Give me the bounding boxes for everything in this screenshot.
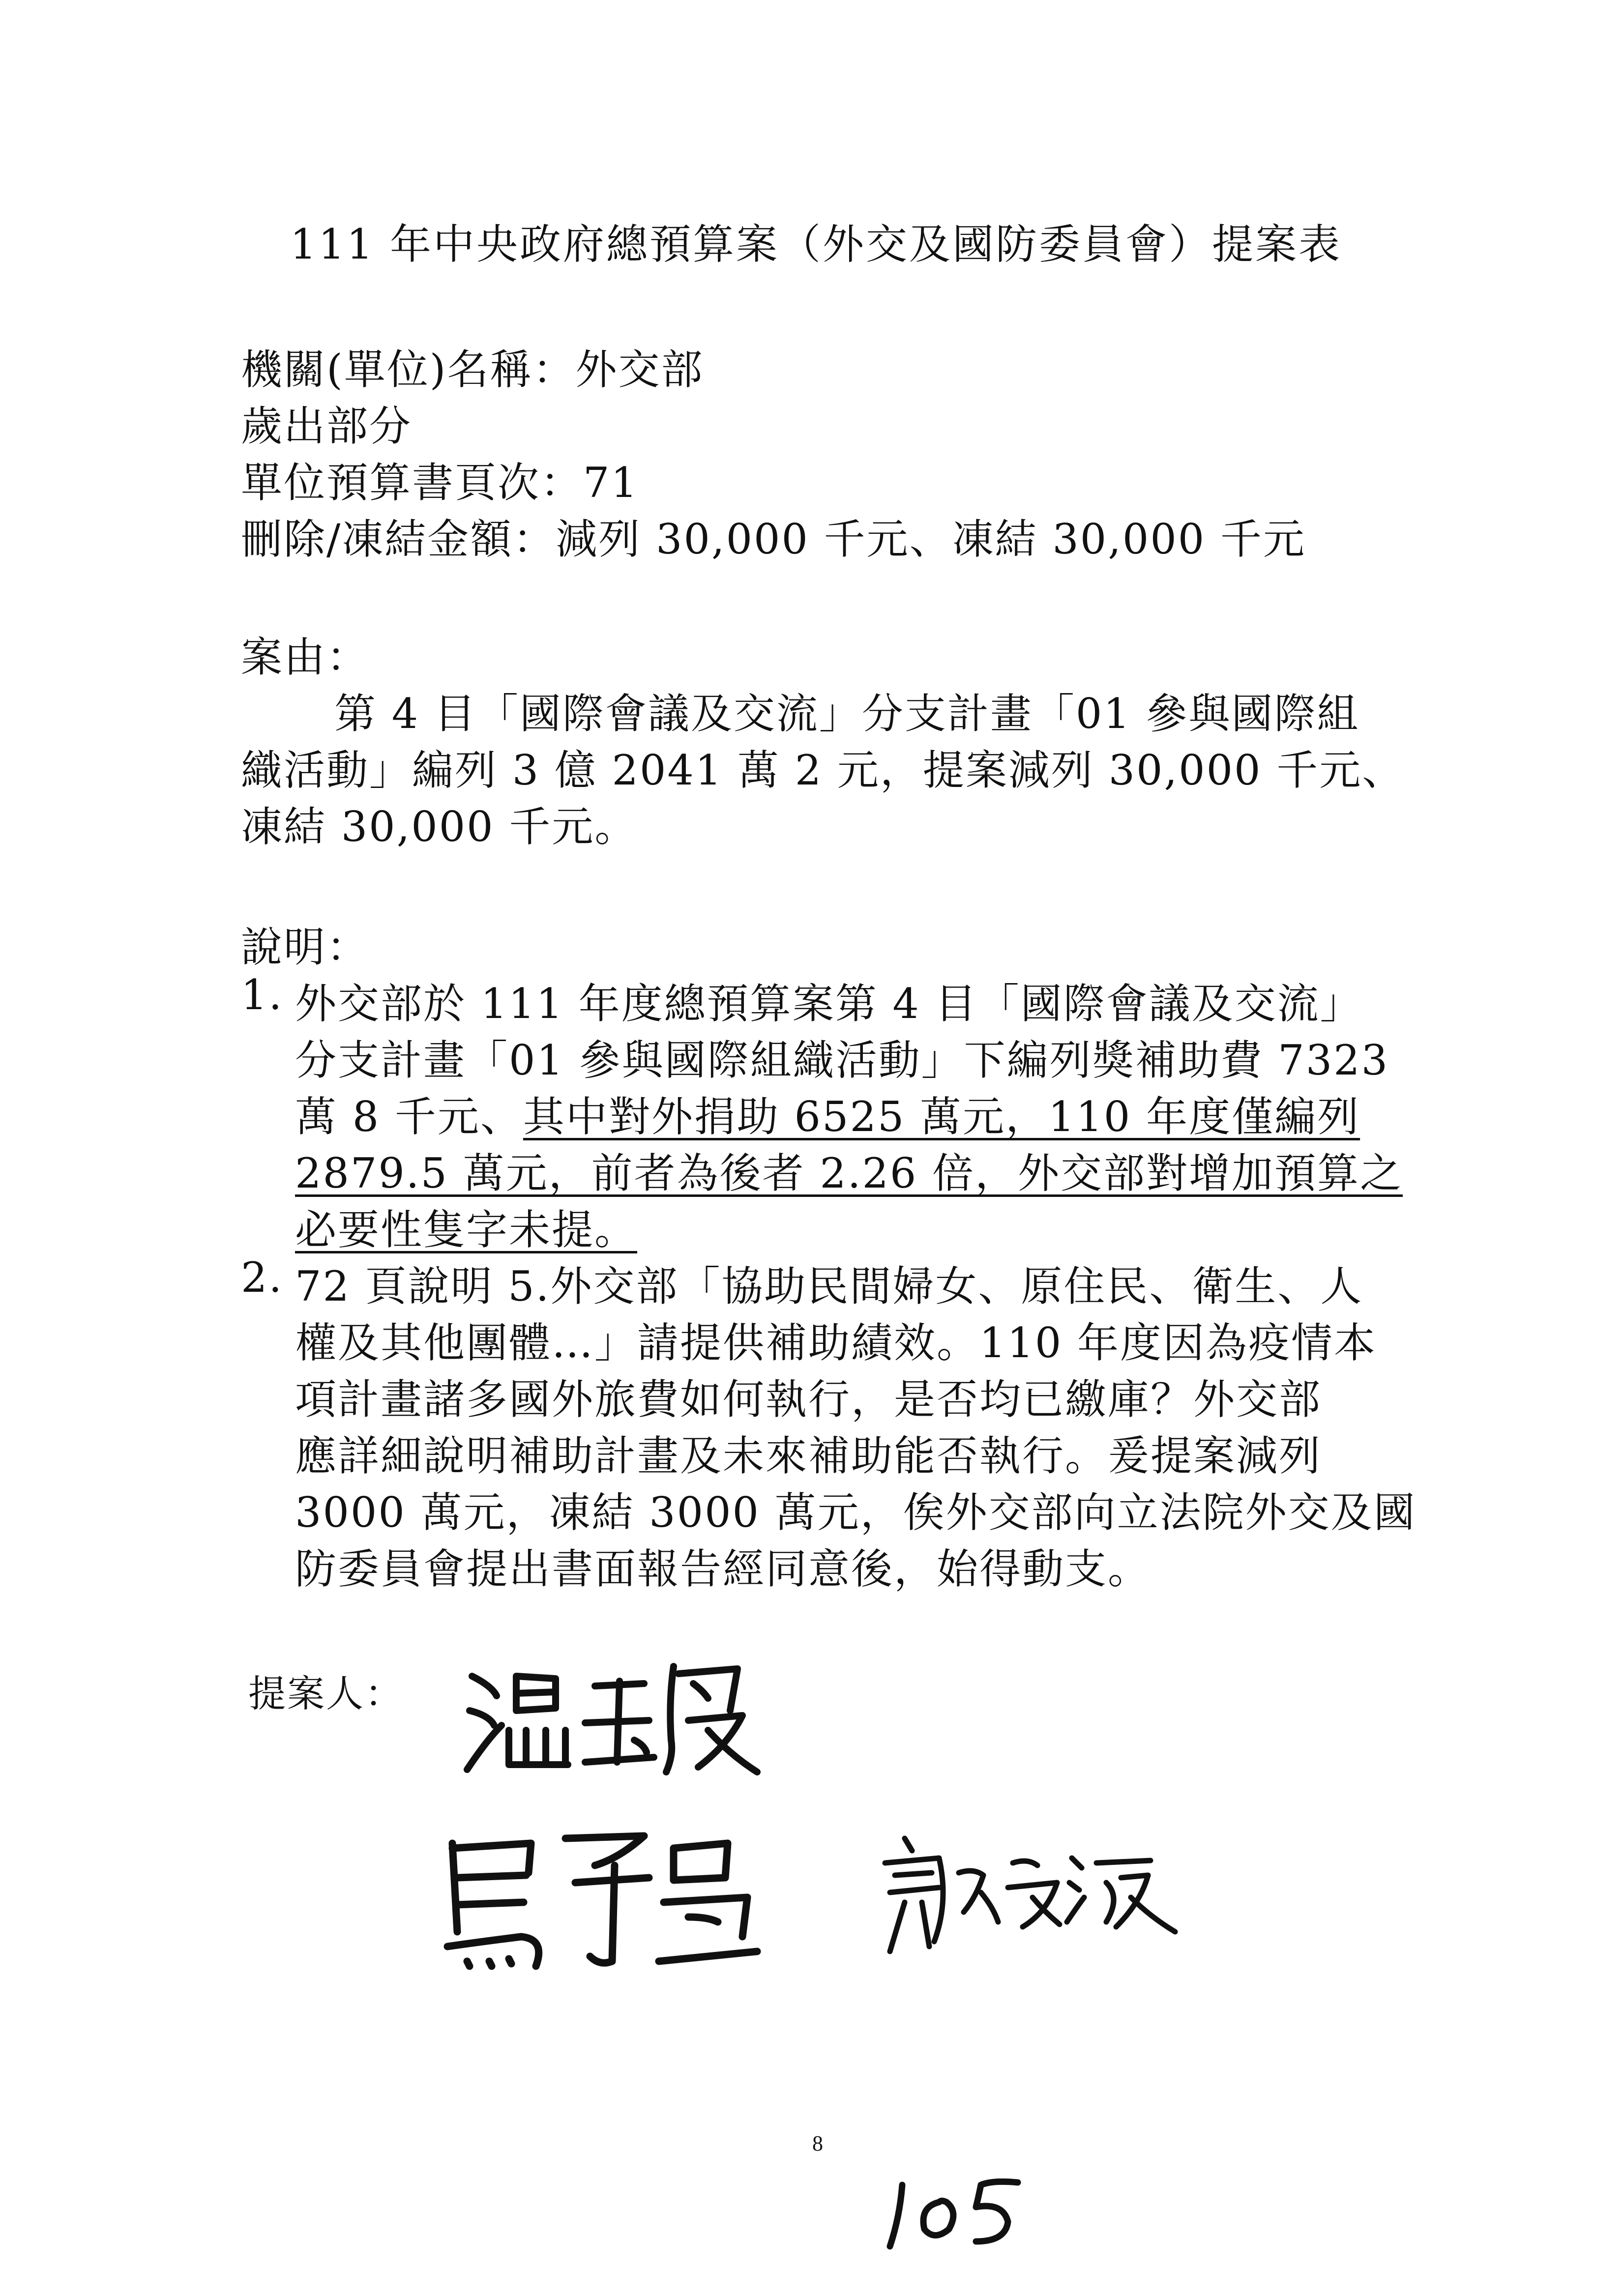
proposer-label: 提案人：: [248, 1672, 404, 1715]
item-2-line-4: 應詳細說明補助計畫及未來補助能否執行。爰提案減列: [295, 1432, 1322, 1480]
item-2-line-2: 權及其他團體…」請提供補助績效。110 年度因為疫情本: [295, 1319, 1377, 1367]
item-1-line-3: [295, 1084, 1360, 1143]
reason-line-1: 第 4 目「國際會議及交流」分支計畫「01 參與國際組: [334, 690, 1360, 738]
signature-2: [433, 1819, 777, 1976]
item-1-line-5: 必要性隻字未提。: [295, 1206, 638, 1254]
budget-page-reference: 單位預算書頁次：71: [241, 459, 639, 507]
handwritten-page-number: [880, 2168, 1028, 2251]
signature-1: [462, 1657, 767, 1779]
item-1-line-1: 外交部於 111 年度總預算案第 4 目「國際會議及交流」: [295, 980, 1363, 1028]
document-title: 111 年中央政府總預算案（外交及國防委員會）提案表: [290, 220, 1342, 268]
item-2-number: 2.: [241, 1253, 284, 1302]
item-1-line-3-plain: 萬 8 千元、: [295, 1093, 523, 1141]
item-1-line-4: 2879.5 萬元，前者為後者 2.26 倍，外交部對增加預算之: [295, 1149, 1403, 1197]
page-number: 8: [812, 2131, 823, 2155]
cut-freeze-amount: 刪除/凍結金額：減列 30,000 千元、凍結 30,000 千元: [241, 515, 1306, 563]
budget-section: 歲出部分: [241, 402, 413, 450]
item-1-line-3-underlined: 其中對外捐助 6525 萬元，110 年度僅編列: [523, 1093, 1360, 1141]
reason-line-3: 凍結 30,000 千元。: [241, 803, 638, 851]
item-2-line-1: 72 頁說明 5.外交部「協助民間婦女、原住民、衛生、人: [295, 1262, 1363, 1310]
agency-name: 機關(單位)名稱：外交部: [241, 346, 704, 394]
explanation-heading: 說明：: [241, 923, 370, 971]
reason-heading: 案由：: [241, 633, 370, 681]
item-2-line-3: 項計畫諸多國外旅費如何執行，是否均已繳庫？外交部: [295, 1375, 1322, 1424]
reason-line-2: 織活動」編列 3 億 2041 萬 2 元，提案減列 30,000 千元、: [241, 746, 1405, 794]
item-1-number: 1.: [241, 971, 284, 1019]
signature-3: [875, 1829, 1190, 1956]
item-1-line-2: 分支計畫「01 參與國際組織活動」下編列獎補助費 7323: [295, 1036, 1389, 1084]
item-2-line-5: 3000 萬元，凍結 3000 萬元，俟外交部向立法院外交及國: [295, 1488, 1417, 1537]
item-2-line-6: 防委員會提出書面報告經同意後，始得動支。: [295, 1545, 1151, 1593]
